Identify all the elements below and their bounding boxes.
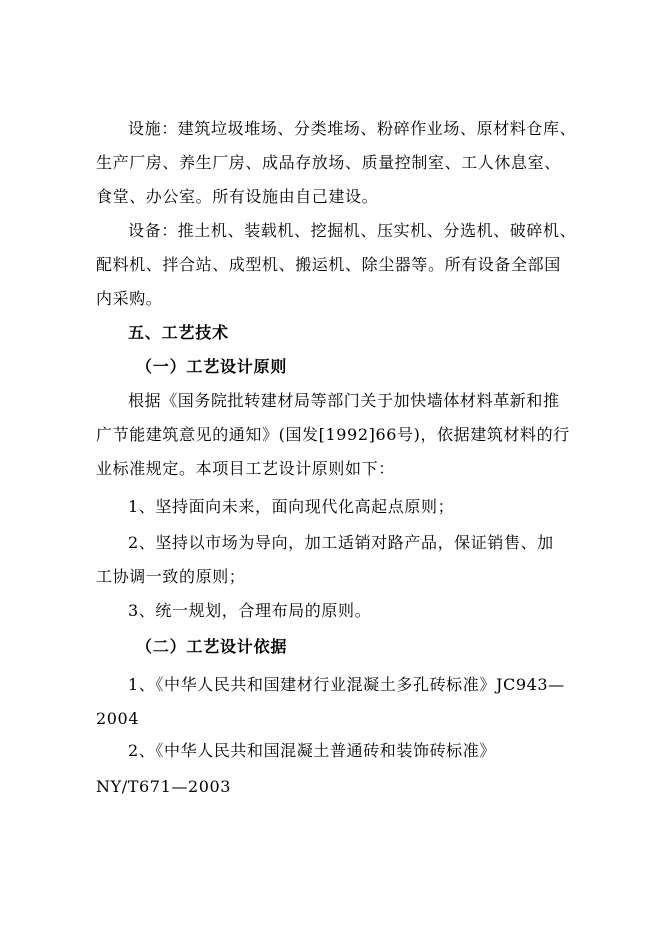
- basis-line-2: 广节能建筑意见的通知》(国发[1992]66号)，依据建筑材料的行: [96, 425, 570, 444]
- basis-line-1: 根据《国务院批转建材局等部门关于加快墙体材料革新和推: [128, 391, 560, 410]
- facilities-line-3: 食堂、办公室。所有设施由自己建设。: [96, 187, 379, 206]
- principle-2-line-1: 2、坚持以市场为导向，加工适销对路产品，保证销售、加: [128, 533, 554, 552]
- reference-1-line-1: 1、《中华人民共和国建材行业混凝土多孔砖标准》JC943—: [128, 675, 565, 694]
- equipment-line-2: 配料机、拌合站、成型机、搬运机、除尘器等。所有设备全部国: [96, 255, 561, 274]
- principle-1: 1、坚持面向未来，面向现代化高起点原则；: [128, 497, 455, 516]
- reference-2-line-2: NY/T671—2003: [96, 777, 232, 796]
- subsection-2-heading: （二）工艺设计依据: [136, 637, 288, 656]
- facilities-line-2: 生产厂房、养生厂房、成品存放场、质量控制室、工人休息室、: [96, 153, 561, 172]
- basis-line-3: 业标准规定。本项目工艺设计原则如下：: [96, 459, 395, 478]
- facilities-line-1: 设施：建筑垃圾堆场、分类堆场、粉碎作业场、原材料仓库、: [128, 119, 577, 138]
- reference-1-line-2: 2004: [96, 709, 140, 728]
- equipment-line-3: 内采购。: [96, 289, 163, 308]
- subsection-1-heading: （一）工艺设计原则: [136, 357, 288, 376]
- principle-2-line-2: 工协调一致的原则；: [96, 567, 246, 586]
- principle-3: 3、统一规划，合理布局的原则。: [128, 601, 372, 620]
- equipment-line-1: 设备：推土机、装载机、挖掘机、压实机、分选机、破碎机、: [128, 221, 577, 240]
- section-5-heading: 五、工艺技术: [128, 323, 229, 342]
- reference-2-line-1: 2、《中华人民共和国混凝土普通砖和装饰砖标准》: [128, 741, 496, 760]
